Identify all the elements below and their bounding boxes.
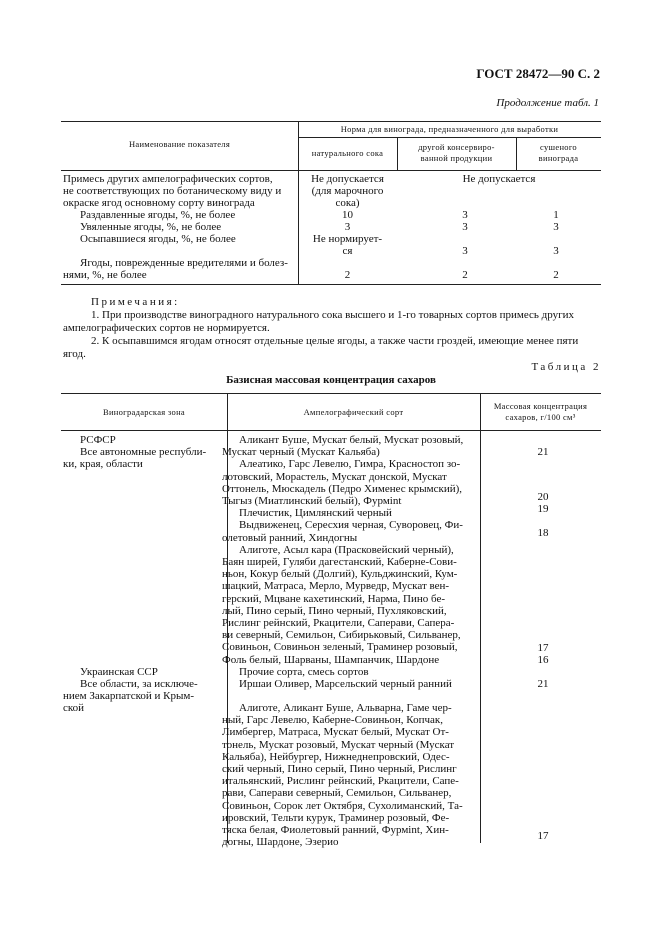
notes-heading: Примечания: [91,296,180,308]
table-cell: 2 [553,269,559,281]
col-sugar-header: Массовая концентрация сахаров, г/100 см³ [493,401,588,422]
col-juice-header: натурального сока [311,148,384,158]
sugar-value: 18 [537,527,549,539]
table-row: Раздавленные ягоды, %, не более [80,209,236,221]
page-header: ГОСТ 28472—90 С. 2 [476,66,600,81]
col-variety-header: Ампелографический сорт [303,407,404,417]
table-row: Осыпавшиеся ягоды, %, не более [80,233,236,245]
table2-col-divider [480,393,481,843]
table-cell: 3 [344,221,351,233]
table-cell: 3 [553,245,559,257]
table-row: Примесь других ампелографических сортов, не соответствующих по ботаническому виду и окраске ягод основному сорту винограда [63,173,282,209]
variety-list: Иршаи Оливер, Марсельский черный ранний [239,678,452,690]
table2-title: Базисная массовая концентрация сахаров [226,374,436,386]
table1-top-rule [61,121,601,122]
col-indicator-header: Наименование показателя [128,139,231,149]
table-continuation-label: Продолжение табл. 1 [496,97,599,109]
table-cell: 3 [462,245,468,257]
table1-bottom-rule [61,284,601,285]
col-other-header: другой консервиро- ванной продукции [418,142,495,163]
note-1: 1. При производстве виноградного натурального сока высшего и 1-го товарных сортов примесь других ампелографических сортов не нормируется. [63,309,575,334]
table-cell: 2 [344,269,351,281]
sugar-value: 19 [537,503,549,515]
table-cell: 3 [553,221,559,233]
sugar-value: 17 [537,642,549,654]
table-cell: Не допускается [462,173,536,185]
zone-rsfsr: РСФСР Все автономные республи- ки, края, области [63,434,207,470]
variety-list: Аликант Буше, Мускат белый, Мускат розовый, Мускат черный (Мускат Кальяба) Алеатико, Гарс Левелю, Гимра, Красностоп зо- лотовский, Морастель, Мускат донской, Мускат Оттонель, Мюскадель (Педро Хименес крымский), Тыгыз (Миатлинский белый), Фурмint Плечистик, Цимлянский черный Выдвиженец, Сересхия черная, Суворовец, Фи- олетовый ранний, Хиндогны Алиготе, Асыл кара (Прасковейский черный), Баян ширей, Гуляби дагестанский, Каберне-Сови- ньон, Кокур белый (Долгий), Кульджинский, Кум- шацкий, Матраса, Мерло, Мурведр, Мускат вен- герский, Мцване кахетинский, Нарма, Пино бе- лый, Пино серый, Пино черный, Пухляковский, Рислинг рейнский, Ркацители, Саперави, Сапера- ви северный, Семильон, Сибирьковый, Сильванер, Совиньон, Совиньон зеленый, Траминер розовый, Фоль белый, Шарваны, Шампанчик, Шардоне Прочие сорта, смесь сортов [222,434,464,678]
col-zone-header: Виноградарская зона [102,407,186,417]
table-row: Ягоды, поврежденные вредителями и болез- нями, %, не более [63,257,288,281]
table2-top-rule [61,393,601,394]
sugar-value: 20 [537,491,549,503]
table-cell: 10 [342,209,353,221]
variety-list: Алиготе, Аликант Буше, Альварна, Гаме чер- ный, Гарс Левелю, Каберне-Совиньон, Копчак, Лимбергер, Матраса, Мускат белый, Мускат От- тонель, Мускат розовый, Мускат черный (Мускат Кальяба), Нейбургер, Нижнеднепровский, Одес- ский черный, Пино серый, Пино черный, Рислинг итальянский, Рислинг рейнский, Ркацители, Сапе- рави, Саперави северный, Семильон, Сильванер, Совиньон, Сорок лет Октября, Сухолиманский, Та- ировский, Тельти курук, Траминер розовый, Фе- тяска белая, Фиолетовый ранний, Фурмint, Хин- догны, Шардоне, Эзерио [222,702,463,849]
table-row: Увяленные ягоды, %, не более [80,221,222,233]
zone-ukraine: Украинская ССР Все области, за исключе- нием Закарпатской и Крым- ской [63,666,198,714]
note-2: 2. К осыпавшимся ягодам относят отдельные целые ягоды, а также части гроздей, имеющие менее пяти ягод. [63,335,579,360]
table-cell: 1 [553,209,559,221]
table1-subhead-rule [298,137,601,138]
sugar-value: 16 [537,654,549,666]
table-cell: Не допускается (для марочного сока) [311,173,384,209]
sugar-value: 21 [537,678,549,690]
table-cell: 3 [462,221,468,233]
table2-header-bottom-rule [61,430,601,431]
sugar-value: 21 [537,446,549,458]
table-cell: Не нормирует- ся [312,233,383,257]
table-cell: 2 [462,269,468,281]
sugar-value: 17 [537,830,549,842]
table2-label: Таблица 2 [531,361,601,373]
col-norm-header: Норма для винограда, предназначенного для выработки [340,124,559,134]
col-dried-header: сушеного винограда [538,142,579,163]
table1-header-bottom-rule [61,170,601,171]
table-cell: 3 [462,209,468,221]
